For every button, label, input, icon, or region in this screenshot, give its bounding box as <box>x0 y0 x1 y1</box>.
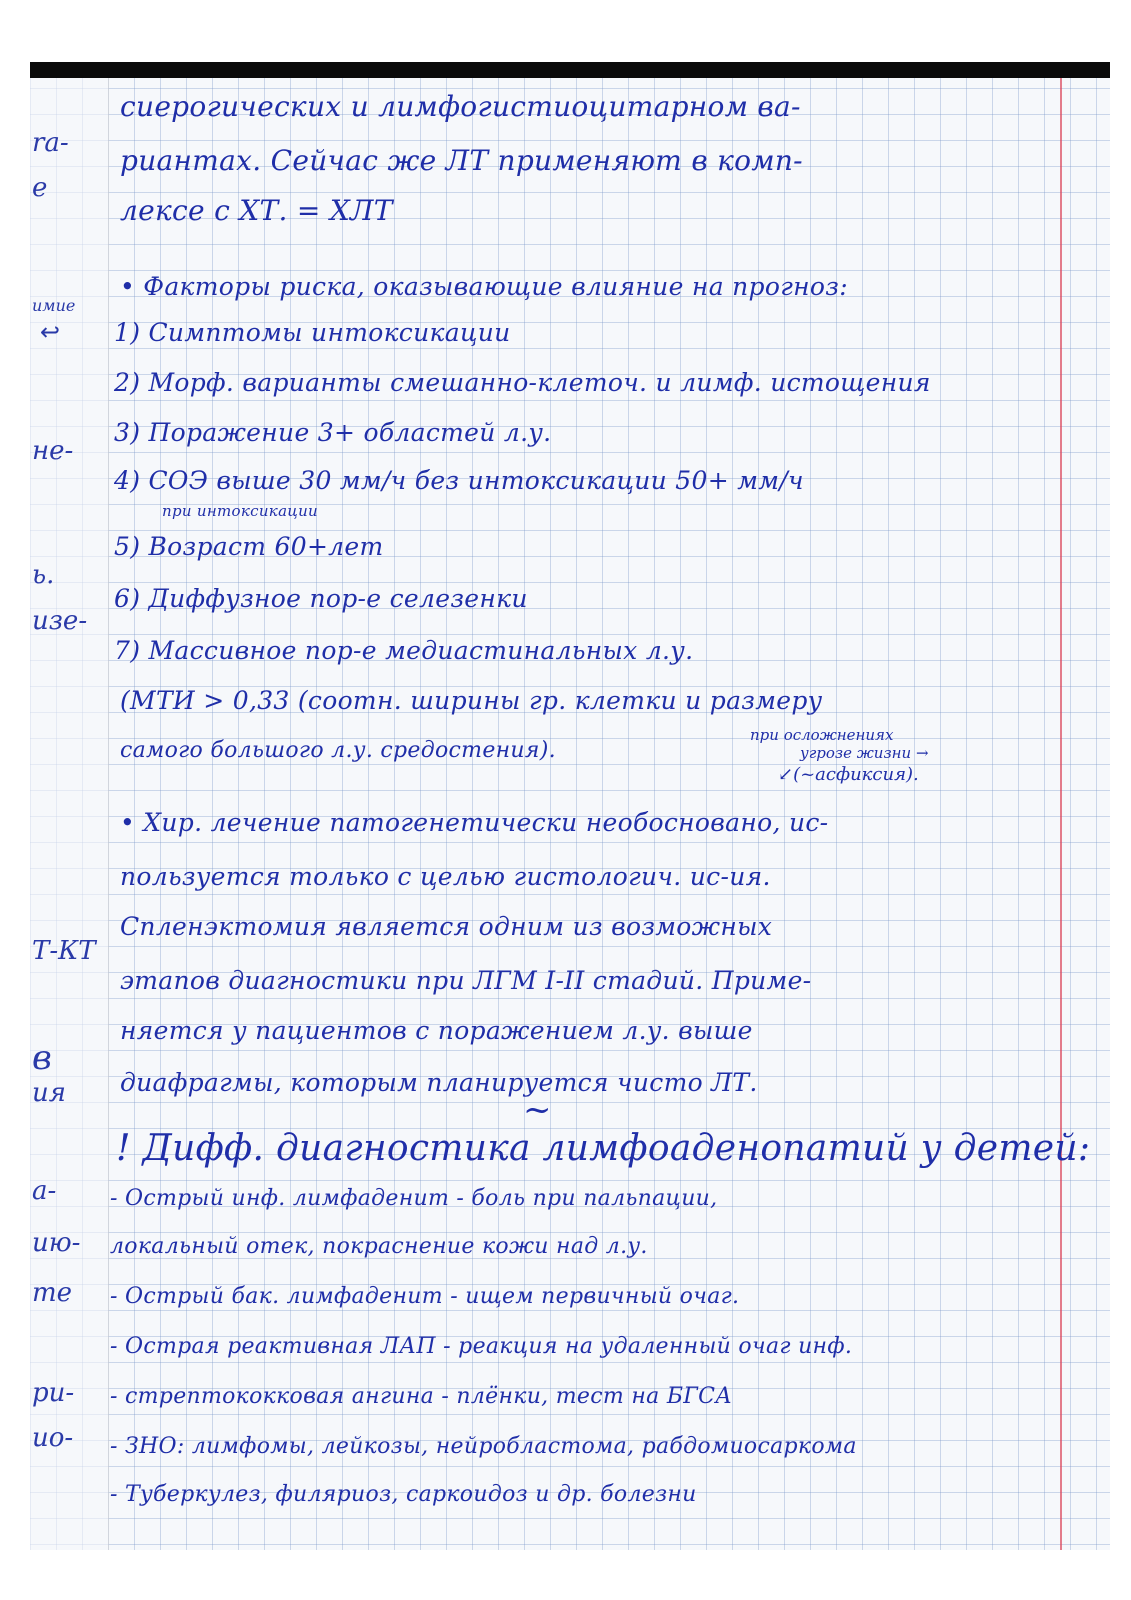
list-item: 1) Симптомы интоксикации <box>114 318 511 347</box>
margin-line <box>1060 78 1062 1550</box>
note-line: няется у пациентов с поражением л.у. выше <box>120 1016 753 1045</box>
note-line: пользуется только с целью гистологич. ис-ия. <box>120 862 771 891</box>
tilde-separator: ~ <box>523 1090 552 1130</box>
adjacent-page-edge <box>30 78 109 1550</box>
scan-top-border <box>0 0 1131 62</box>
risk-factors-heading: • Факторы риска, оказывающие влияние на прогноз: <box>120 272 848 301</box>
note-line: диафрагмы, которым планируется чисто ЛТ. <box>120 1068 758 1097</box>
margin-fragment: Т-КТ <box>32 936 96 966</box>
margin-fragment: в <box>32 1038 52 1078</box>
margin-fragment: изе- <box>32 606 88 636</box>
note-line: риантах. Сейчас же ЛТ применяют в комп- <box>120 144 803 177</box>
list-item: 2) Морф. варианты смешанно-клеточ. и лимф. истощения <box>114 368 931 397</box>
side-annotation: ↙(~асфиксия). <box>778 764 919 785</box>
margin-fragment: e <box>32 173 48 203</box>
list-item: - Туберкулез, филяриоз, саркоидоз и др. болезни <box>110 1482 697 1507</box>
margin-fragment: ио- <box>32 1423 74 1453</box>
note-line: сиерогических и лимфогистиоцитарном ва- <box>120 90 801 123</box>
margin-fragment: ь. <box>32 560 55 590</box>
list-item: 6) Диффузное пор-е селезенки <box>114 584 528 613</box>
scan-bottom-border <box>0 1550 1131 1600</box>
list-item: 4) СОЭ выше 30 мм/ч без интоксикации 50+ мм/ч <box>114 466 804 495</box>
list-item: 5) Возраст 60+лет <box>114 532 384 561</box>
list-item: локальный отек, покраснение кожи над л.у. <box>110 1234 648 1259</box>
list-item: - Острая реактивная ЛАП - реакция на удаленный очаг инф. <box>110 1334 853 1359</box>
list-item: 7) Массивное пор-е медиастинальных л.у. <box>114 636 694 665</box>
list-item: - стрептококковая ангина - плёнки, тест на БГСА <box>110 1384 733 1409</box>
margin-fragment: ри- <box>32 1378 75 1408</box>
list-item: 3) Поражение 3+ областей л.у. <box>114 418 552 447</box>
margin-fragment: имие <box>32 296 76 315</box>
note-line: лексе с ХТ. = ХЛТ <box>120 194 393 227</box>
note-line: • Хир. лечение патогенетически необосновано, ис- <box>120 808 829 837</box>
margin-fragment: те <box>32 1278 73 1308</box>
list-item-note: при интоксикации <box>162 502 318 520</box>
note-line: Спленэктомия является одним из возможных <box>120 912 773 941</box>
margin-fragment: не- <box>32 436 74 466</box>
list-item: - Острый бак. лимфаденит - ищем первичный очаг. <box>110 1284 740 1309</box>
notebook-page <box>30 62 1110 1550</box>
margin-fragment: а- <box>32 1176 57 1206</box>
note-line: самого большого л.у. средостения). <box>120 738 556 763</box>
side-annotation: угрозе жизни → <box>800 744 929 762</box>
curved-arrow-icon: ↩ <box>40 318 61 346</box>
margin-fragment: ия <box>32 1078 66 1108</box>
margin-fragment: ию- <box>32 1228 81 1258</box>
margin-fragment: ra- <box>32 128 69 158</box>
section-heading: ! Дифф. диагностика лимфоаденопатий у детей: <box>116 1128 1091 1169</box>
note-line: этапов диагностики при ЛГМ I-II стадий. Приме- <box>120 966 812 995</box>
list-item: - ЗНО: лимфомы, лейкозы, нейробластома, рабдомиосаркома <box>110 1434 857 1459</box>
note-line: (МТИ > 0,33 (соотн. ширины гр. клетки и размеру <box>120 686 823 715</box>
scan-dark-edge <box>30 62 1110 78</box>
side-annotation: при осложнениях <box>750 726 894 744</box>
list-item: - Острый инф. лимфаденит - боль при пальпации, <box>110 1186 718 1211</box>
